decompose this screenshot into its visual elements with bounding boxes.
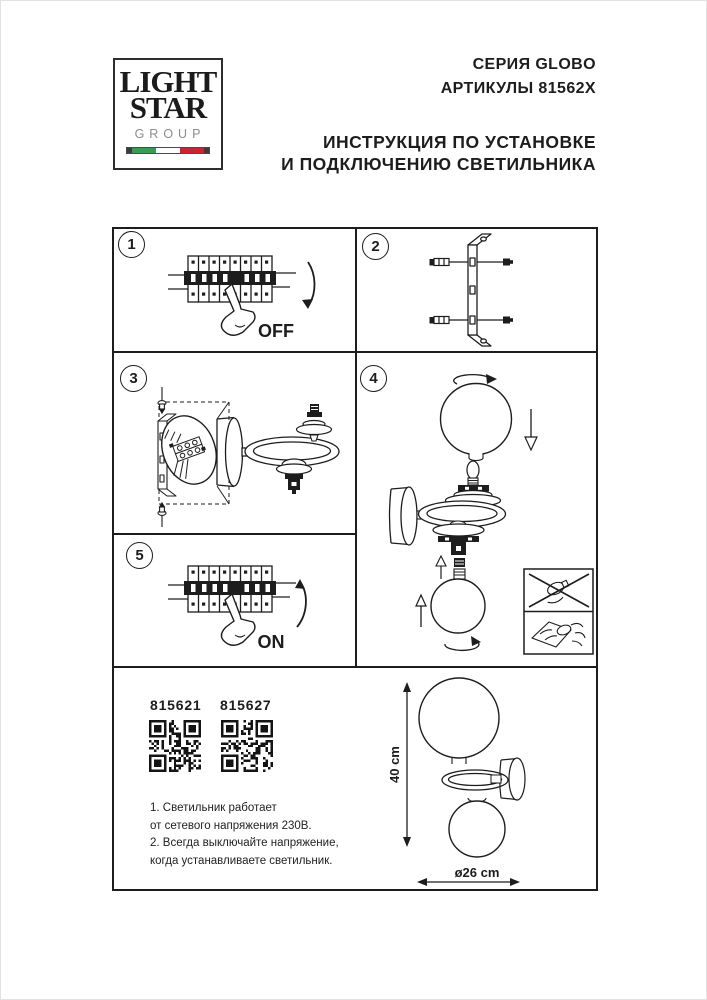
step1-panel <box>114 229 357 353</box>
qr-code-left <box>149 720 201 772</box>
height-dimension-line <box>387 682 411 847</box>
article-number-right: 815627 <box>220 697 272 713</box>
step1-number: 1 <box>127 236 136 253</box>
top-globe-outline <box>419 678 499 758</box>
article-number-left: 815621 <box>150 697 202 713</box>
step2-number-badge <box>362 233 389 260</box>
instruction-grid <box>112 227 598 891</box>
bottom-glass-globe <box>431 579 485 633</box>
base-mounting-exploded-illustration <box>114 353 355 533</box>
rotate-arrow-top-icon <box>454 374 497 384</box>
bottom-socket-assembly <box>277 459 312 494</box>
arrow-up-icon <box>416 595 426 627</box>
arrow-up-small-icon <box>436 556 446 579</box>
logo-word-group: GROUP <box>134 127 206 141</box>
globe-assembly-exploded-illustration <box>357 353 596 666</box>
wall-bracket-with-screws-illustration <box>357 229 596 351</box>
step2-panel <box>357 229 596 353</box>
step3-number-badge <box>120 365 147 392</box>
step5-number-badge <box>126 542 153 569</box>
bottom-info-panel <box>114 668 596 889</box>
step3-panel <box>114 353 357 535</box>
logo-word-light: LIGHT <box>119 64 217 99</box>
lightstar-logo <box>113 58 223 170</box>
step5-switch-label: ON <box>257 632 285 652</box>
diameter-dimension-line <box>417 865 520 886</box>
warning-boxes <box>524 569 593 654</box>
step1-switch-label: OFF <box>258 321 294 341</box>
header-titles <box>281 53 596 175</box>
step3-number: 3 <box>129 370 138 387</box>
note-line: 2. Всегда выключайте напряжение, <box>150 837 339 849</box>
top-socket-assembly <box>297 404 332 441</box>
step5-panel <box>114 535 357 668</box>
note-line: 1. Светильник работает <box>150 802 277 814</box>
step4-number-badge <box>360 365 387 392</box>
step4-panel <box>357 353 596 668</box>
step5-number: 5 <box>135 547 144 564</box>
curved-arrow-down-icon <box>302 262 315 309</box>
step4-number: 4 <box>369 370 378 387</box>
top-glass-globe <box>441 384 512 455</box>
height-dimension-label: 40 cm <box>387 746 402 783</box>
curved-arrow-up-icon <box>295 579 306 627</box>
arrow-down-icon <box>525 409 537 450</box>
instruction-title-line1: ИНСТРУКЦИЯ ПО УСТАНОВКЕ <box>322 132 596 152</box>
instruction-title-line2: И ПОДКЛЮЧЕНИЮ СВЕТИЛЬНИКА <box>281 154 596 174</box>
diameter-dimension-label: ø26 cm <box>454 865 500 880</box>
italian-flag-bar <box>126 147 210 154</box>
safety-notes <box>150 800 339 870</box>
step1-number-badge <box>118 231 145 258</box>
circuit-breaker-off-illustration <box>114 229 355 351</box>
step2-number: 2 <box>371 238 380 255</box>
series-title: СЕРИЯ GLOBO <box>472 56 596 73</box>
rotate-arrow-bottom-icon <box>445 636 481 650</box>
note-line: от сетевого напряжения 230В. <box>150 819 312 832</box>
bottom-globe-outline <box>449 801 505 857</box>
logo-word-star: STAR <box>129 90 207 125</box>
articles-title: АРТИКУЛЫ 81562X <box>440 80 596 97</box>
bottom-socket-assembly <box>433 521 484 555</box>
note-line: когда устанавливаете светильник. <box>150 854 333 867</box>
lamp-dimensions-drawing <box>379 668 596 889</box>
qr-code-right <box>221 720 273 772</box>
